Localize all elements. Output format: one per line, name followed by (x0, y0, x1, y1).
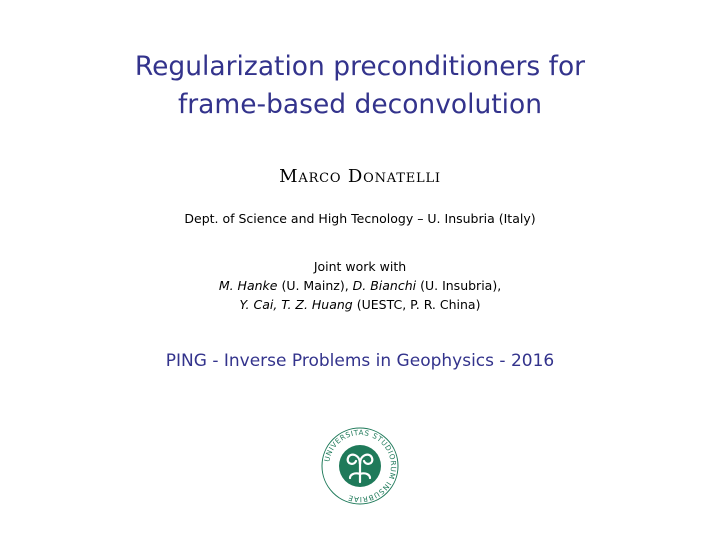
seal-text: UNIVERSITAS STUDIORUM INSUBRIAE (322, 427, 399, 505)
slide-title (0, 48, 720, 124)
joint-intro: Joint work with (313, 259, 407, 274)
coauthor-cai-huang: Y. Cai, T. Z. Huang (239, 297, 353, 312)
joint-line-3 (0, 295, 720, 314)
coauthor-bianchi: D. Bianchi (352, 278, 417, 293)
affil-uestc: (UESTC, P. R. China) (352, 297, 481, 312)
title-line-1: Regularization preconditioners for (134, 51, 586, 82)
event-name: PING - Inverse Problems in Geophysics - 2016 (165, 351, 555, 371)
author-name: Marco Donatelli (279, 166, 441, 187)
university-seal-icon (320, 426, 400, 506)
affiliation: Dept. of Science and High Tecnology – U. Insubria (Italy) (184, 211, 536, 226)
joint-line-2 (0, 276, 720, 295)
affil-insubria: (U. Insubria), (416, 278, 502, 293)
title-line-2: frame-based deconvolution (177, 89, 543, 120)
coauthor-hanke: M. Hanke (218, 278, 278, 293)
joint-work-block (0, 257, 720, 314)
affil-mainz: (U. Mainz), (277, 278, 353, 293)
